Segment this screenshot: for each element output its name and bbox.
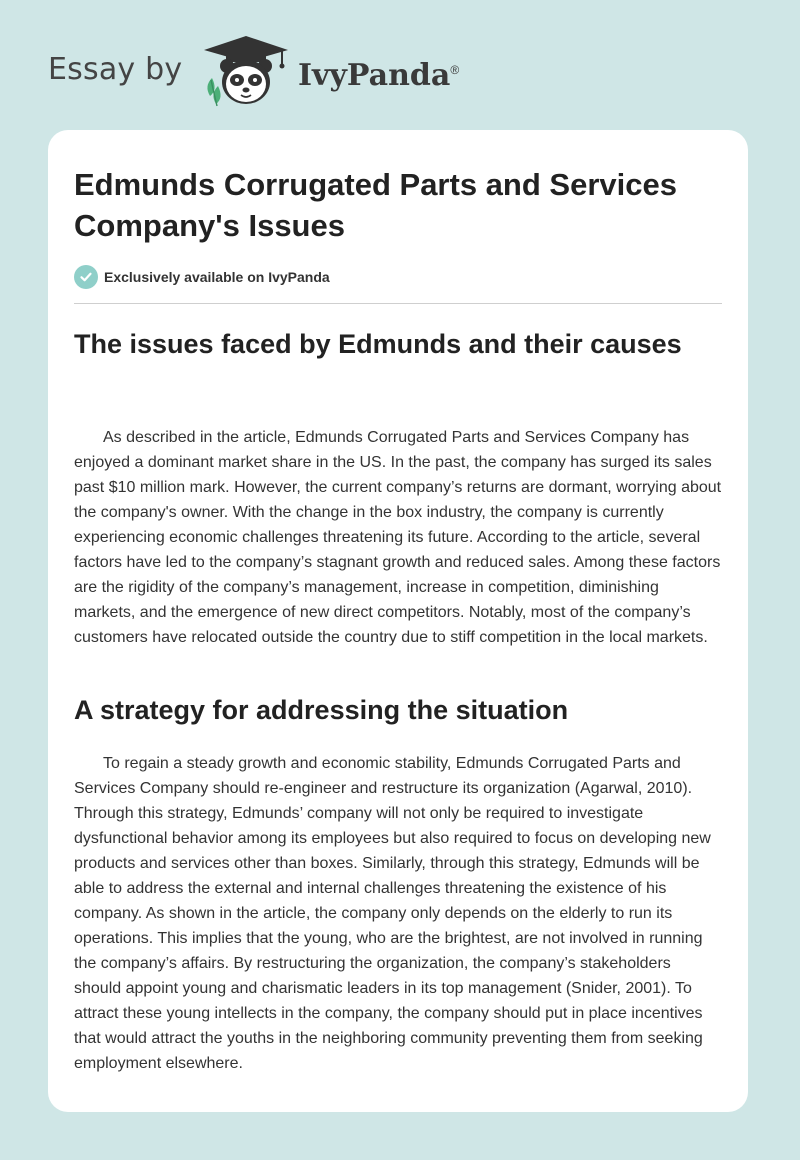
essay-title: Edmunds Corrugated Parts and Services Company's Issues	[74, 167, 677, 243]
exclusive-label: Exclusively available on IvyPanda	[104, 269, 330, 285]
check-icon	[74, 265, 98, 289]
brand-name[interactable]	[298, 52, 459, 94]
divider	[74, 303, 722, 304]
section-heading-issues: The issues faced by Edmunds and their causes	[74, 329, 682, 359]
brand-prefix: Essay by	[48, 52, 183, 87]
section-body-strategy: To regain a steady growth and economic stability, Edmunds Corrugated Parts and Services Company should re-engineer and restructure its organization (Agarwal, 2010). Through this strategy, Edmunds’ company will not only be required to investigate dysfunctional behavior among its employees but also required to focus on developing new products and services other than boxes. Similarly, through this strategy, Edmunds will be able to address the external and internal challenges threatening the existence of his company. As shown in the article, the company only depends on the elderly to run its operations. This implies that the young, who are the brightest, are not involved in running the company’s affairs. By restructuring the organization, the company’s stakeholders should appoint young and charismatic leaders in its top management (Snider, 2001). To attract these young intellects in the company, the company should put in place incentives that would attract the youths in the neighboring community preventing them from seeking employment elsewhere.	[74, 755, 711, 1072]
panda-logo-icon[interactable]	[200, 30, 292, 110]
essay-card	[48, 130, 748, 1112]
exclusive-badge	[74, 264, 330, 290]
registered-mark: ®	[450, 63, 460, 77]
section-heading-strategy: A strategy for addressing the situation	[74, 695, 569, 725]
section-body-issues: As described in the article, Edmunds Corrugated Parts and Services Company has enjoyed a dominant market share in the US. In the past, the company has surged its sales past $10 million mark. However, the current company’s returns are dormant, worrying about the company's owner. With the change in the box industry, the company is currently experiencing economic challenges threatening its future. According to the article, several factors have led to the company’s stagnant growth and reduced sales. Among these factors are the rigidity of the company’s management, increase in competition, diminishing markets, and the emergence of new direct competitors. Notably, most of the company’s customers have relocated outside the country due to stiff competition in the local markets.	[74, 429, 722, 646]
brand-name-text: IvyPanda	[298, 58, 451, 93]
site-header	[0, 0, 800, 120]
